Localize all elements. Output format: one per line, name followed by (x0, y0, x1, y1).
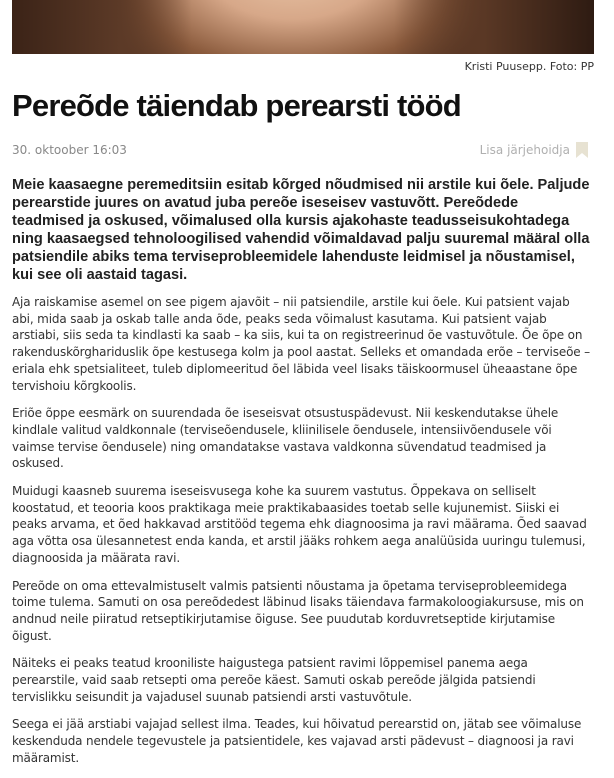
article-body (12, 176, 590, 778)
article-paragraph: Seega ei jää arstiabi vajajad sellest ilma. Teades, kui hõivatud perearstid on, jätab see võimaluse keskenduda nendele tegevustele ja patsientidele, kes vajavad arsti pädevust – diagnoosi ja ravi määramist. (12, 717, 582, 765)
article-title: Pereõde täiendab perearsti tööd (12, 88, 461, 123)
article-paragraph: Eriõe õppe eesmärk on suurendada õe iseseisvat otsustuspädevust. Nii keskendutakse ühele kindlale valitud valdkonnale (terviseõendusele, kliinilisele õendusele, intensiivõendusele või vaimse tervise õendusele) ning omandatakse vastava valdkonna süvendatud teadmised ja oskused. (12, 406, 559, 471)
add-bookmark-label: Lisa järjehoidja (479, 143, 570, 157)
article-lead: Meie kaasaegne peremeditsiin esitab kõrged nõudmised nii arstile kui õele. Paljude perearstide juures on avatud juba pereõe iseseisev vastuvõtt. Pereõdede teadmised ja oskused, võimalused olla kursis ajakohaste teadusseisukohtadega ning kaasaegsed tehnoloogilised vahendid võimaldavad palju suuremal määral olla patsiendile abiks tema terviseprobleemidele lahenduste leidmisel ja nõustamisel, kui see oli aastaid tagasi. (12, 177, 590, 283)
article-paragraph: Näiteks ei peaks teatud krooniliste haigustega patsient ravimi lõppemisel panema aega perearstile, vaid saab retsepti oma pereõe käest. Samuti oskab pereõde jälgida patsiendi tervislikku seisundit ja vajadusel suunab patsiendi arsti vastuvõtule. (12, 656, 536, 704)
photo-shade-left (12, 0, 192, 54)
add-bookmark-button[interactable] (480, 142, 588, 158)
article-paragraph: Pereõde on oma ettevalmistuselt valmis patsienti nõustama ja õpetama terviseprobleemidega toime tulema. Samuti on osa pereõdedest läbinud lisaks täiendava farmakoloogiakursuse, mis on andnud neile piiratud retseptikirjutamise õiguse. See puudutab korduvretseptide kirjutamise õigust. (12, 578, 584, 643)
photo-shade-right (394, 0, 594, 54)
article-date: 30. oktoober 16:03 (12, 143, 127, 157)
article-paragraph: Muidugi kaasneb suurema iseseisvusega kohe ka suurem vastutus. Õppekava on selliselt koostatud, et teooria koos praktikaga meie praktikabaasides toetab selle kujunemist. Siiski ei peaks arvama, et õed hakkavad arstitööd tegema ehk diagnoosima ja ravi määrama. Õed saavad aga võtta osa ülesannetest enda kanda, et arstil jääks rohkem aega analüüsida uuringu tulemusi, diagnoosida ja määrata ravi. (12, 484, 587, 565)
photo-caption: Kristi Puusepp. Foto: PP (464, 60, 594, 73)
article-paragraph: Aja raiskamise asemel on see pigem ajavõit – nii patsiendile, arstile kui õele. Kui patsient vajab abi, mida saab ja oskab talle anda õde, peaks seda võimalust kasutama. Kui patsient vajab arstiabi, siis seda ta kindlasti ka saab – ka siis, kui ta on registreerinud õe vastuvõtule. Õe õpe on rakenduskõrghariduslik õpe kestusega kolm ja pool aastat. Selleks et omandada erõe – terviseõe – eriala ehk spetsialiteet, tuleb diplomeeritud õel läbida veel lisaks täiskoormusel üheaastane õpe tervishoiu kõrgkoolis. (12, 295, 591, 393)
article-photo (12, 0, 594, 54)
bookmark-icon (576, 142, 588, 158)
